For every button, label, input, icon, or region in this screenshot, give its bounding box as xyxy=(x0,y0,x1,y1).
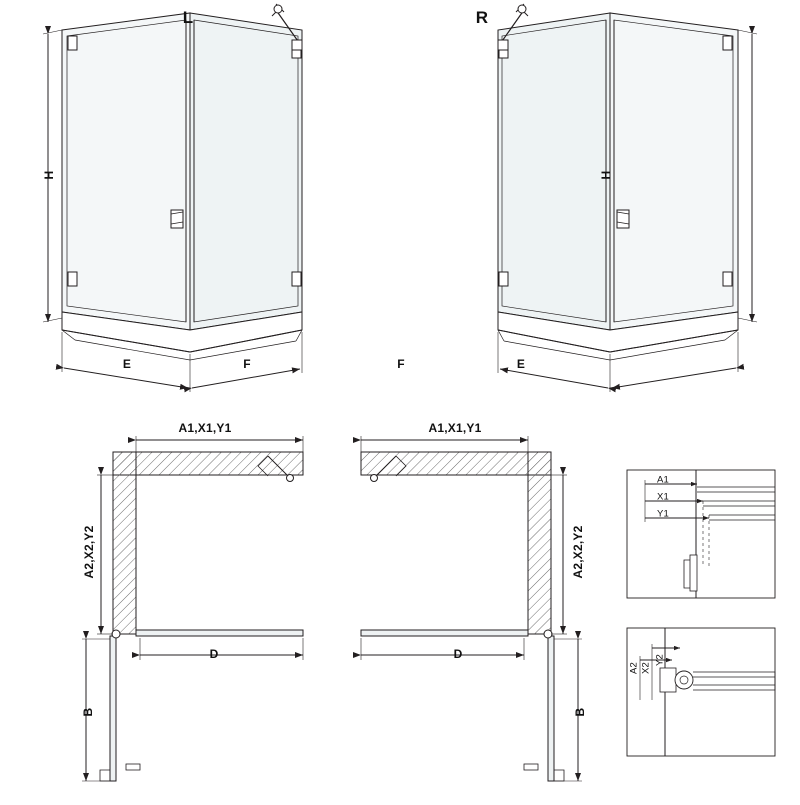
detail-top-dim-a1-label: A1 xyxy=(656,474,670,486)
detail-bottom-view xyxy=(627,628,775,756)
plan-right-door-dim-label: D xyxy=(453,647,463,661)
detail-top-dim-x1-label: X1 xyxy=(656,491,670,503)
elevation-right-view xyxy=(498,4,757,392)
elevation-left-panel-f-label: F xyxy=(243,357,251,371)
detail-bottom-dim-x2-label: X2 xyxy=(640,661,652,675)
elevation-right-height-label: H xyxy=(599,170,613,180)
detail-bottom-dim-y2-label: Y2 xyxy=(654,653,666,667)
elevation-right-panel-f-label: F xyxy=(397,357,405,371)
elevation-right-panel-e-label: E xyxy=(516,357,526,371)
plan-right-swing-dim-label: B xyxy=(573,707,587,717)
plan-right-top-dim-label: A1,X1,Y1 xyxy=(428,421,482,435)
plan-right-side-dim-label: A2,X2,Y2 xyxy=(571,525,585,579)
elevation-left-panel-e-label: E xyxy=(122,357,132,371)
plan-left-side-dim-label: A2,X2,Y2 xyxy=(82,525,96,579)
detail-top-dim-y1-label: Y1 xyxy=(656,508,670,520)
plan-left-door-dim-label: D xyxy=(209,647,219,661)
elevation-left-view xyxy=(43,4,302,392)
plan-left-swing-dim-label: B xyxy=(81,707,95,717)
detail-bottom-dim-a2-label: A2 xyxy=(628,661,640,675)
plan-right-view xyxy=(361,436,582,781)
variant-label-left: L xyxy=(182,8,194,27)
plan-left-view xyxy=(82,436,303,781)
detail-top-view xyxy=(627,470,775,598)
plan-left-top-dim-label: A1,X1,Y1 xyxy=(178,421,232,435)
elevation-left-height-label: H xyxy=(42,170,56,180)
variant-label-right: R xyxy=(475,8,489,27)
